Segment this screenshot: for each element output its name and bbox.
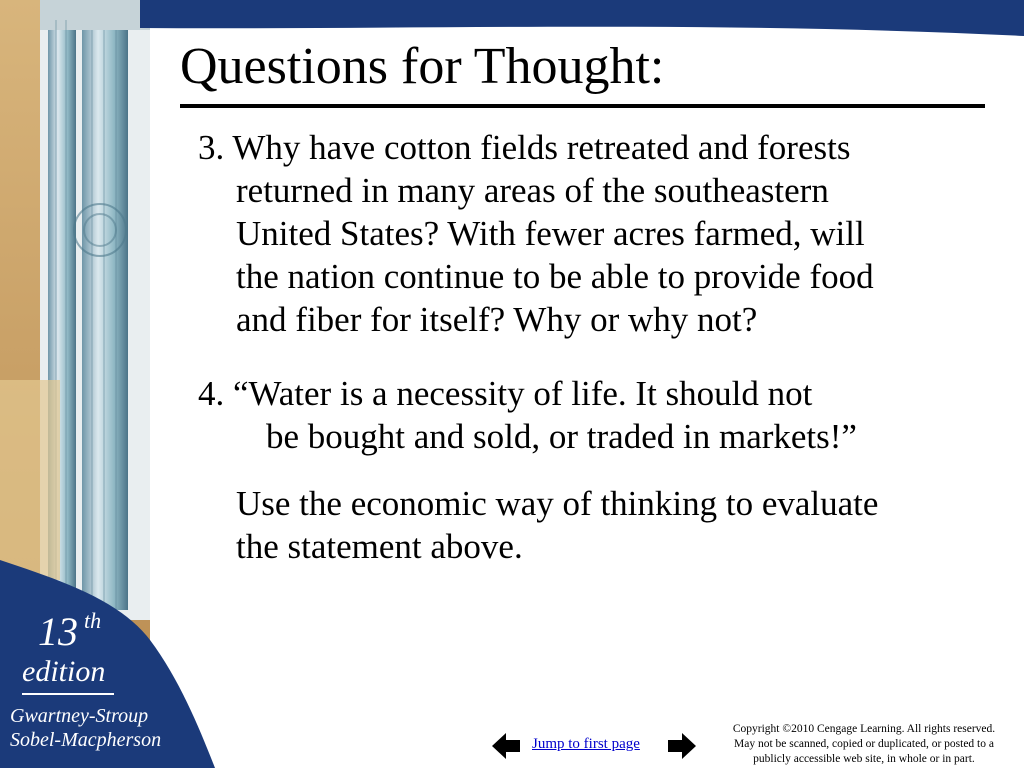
title-divider bbox=[180, 104, 985, 108]
copyright-notice bbox=[712, 722, 1016, 767]
question-4-line: be bought and sold, or traded in markets!” bbox=[266, 417, 857, 456]
slide-title: Questions for Thought: bbox=[180, 38, 665, 95]
edition-suffix: th bbox=[84, 608, 102, 633]
top-band bbox=[0, 0, 1024, 40]
question-3-line: 3. Why have cotton fields retreated and forests bbox=[198, 128, 851, 167]
previous-arrow-icon[interactable] bbox=[492, 731, 520, 761]
author-line-2: Sobel-Macpherson bbox=[10, 729, 162, 751]
question-3-line: the nation continue to be able to provide food bbox=[236, 257, 874, 296]
author-line-1: Gwartney-Stroup bbox=[10, 705, 149, 727]
question-3-line: and fiber for itself? Why or why not? bbox=[236, 300, 758, 339]
copyright-line: May not be scanned, copied or duplicated, or posted to a bbox=[734, 738, 994, 750]
question-4-prompt bbox=[236, 482, 996, 568]
next-arrow-icon[interactable] bbox=[668, 731, 696, 761]
question-3-line: United States? With fewer acres farmed, will bbox=[236, 214, 865, 253]
edition-word: edition bbox=[22, 655, 106, 688]
copyright-line: Copyright ©2010 Cengage Learning. All rights reserved. bbox=[732, 723, 996, 735]
question-4-line: 4. “Water is a necessity of life. It should not bbox=[198, 374, 813, 413]
edition-divider bbox=[22, 693, 114, 695]
question-4-prompt-line: Use the economic way of thinking to evaluate bbox=[236, 484, 879, 523]
copyright-line: publicly accessible web site, in whole or in part. bbox=[753, 753, 975, 765]
question-3 bbox=[198, 126, 988, 341]
question-3-line: returned in many areas of the southeastern bbox=[236, 171, 829, 210]
question-4 bbox=[198, 372, 998, 458]
edition-number: 13 bbox=[38, 609, 78, 654]
jump-to-first-page-link[interactable]: Jump to first page bbox=[532, 736, 640, 752]
question-4-prompt-line: the statement above. bbox=[236, 527, 523, 566]
